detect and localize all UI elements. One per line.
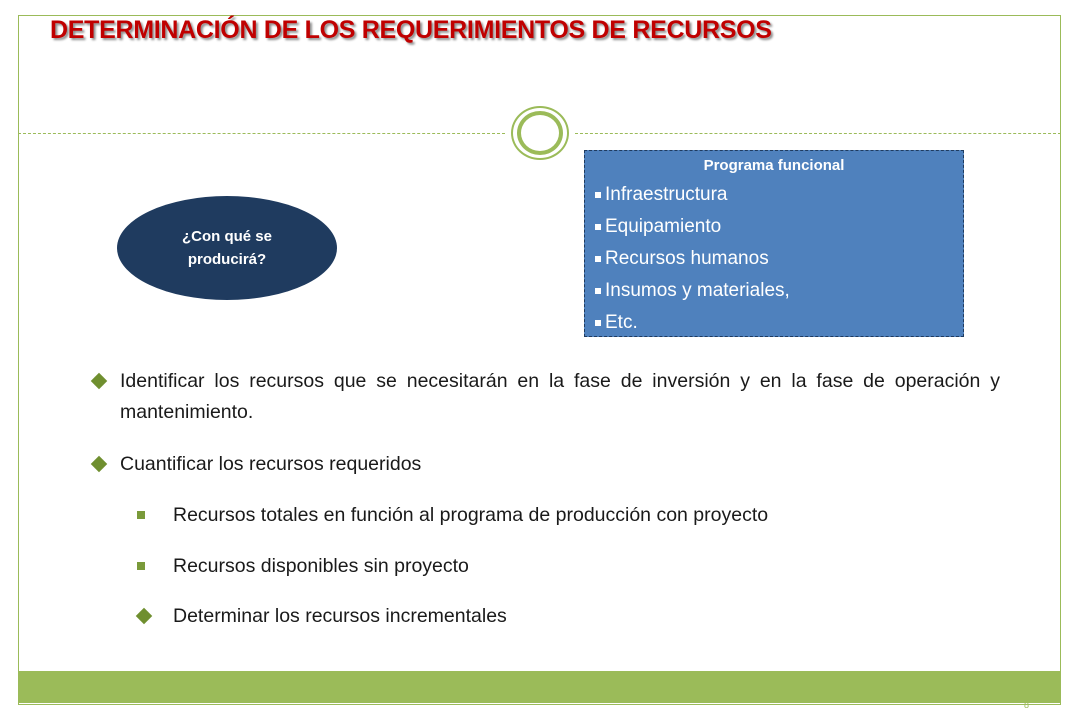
bullet-quantify-text: Cuantificar los recursos requeridos — [120, 453, 422, 475]
program-box-heading: Programa funcional — [703, 157, 845, 174]
bullet-incremental-text: Determinar los recursos incrementales — [173, 605, 507, 627]
diamond-bullet-icon — [92, 374, 106, 388]
slide-title: DETERMINACIÓN DE LOS REQUERIMIENTOS DE RECURSOS — [50, 16, 772, 44]
subbullet-available-resources-text: Recursos disponibles sin proyecto — [173, 555, 469, 577]
program-item-label: Equipamiento — [605, 216, 722, 237]
bullet-identify-text: Identificar los recursos que se necesitarán en la fase de inversión y en la fase de operación y mantenimiento. — [120, 370, 1000, 423]
program-item-label: Etc. — [605, 312, 638, 333]
subbullet-available-resources — [137, 551, 1000, 582]
program-item-label: Infraestructura — [605, 184, 728, 205]
question-text: ¿Con qué se producirá? — [181, 228, 272, 268]
bullet-incremental — [137, 601, 1000, 632]
diamond-bullet-icon — [137, 609, 151, 623]
page-number: 8 — [1024, 700, 1030, 710]
square-bullet-icon — [137, 562, 145, 570]
program-item-label: Recursos humanos — [605, 248, 769, 269]
diamond-bullet-icon — [92, 457, 106, 471]
square-bullet-icon — [137, 511, 145, 519]
bullet-identify — [92, 366, 1000, 428]
subbullet-total-resources-text: Recursos totales en función al programa de producción con proyecto — [173, 504, 769, 526]
footer-bar — [18, 671, 1061, 703]
subbullet-total-resources — [137, 500, 1000, 531]
bullet-quantify — [92, 449, 1000, 480]
program-item-label: Insumos y materiales, — [605, 280, 790, 301]
